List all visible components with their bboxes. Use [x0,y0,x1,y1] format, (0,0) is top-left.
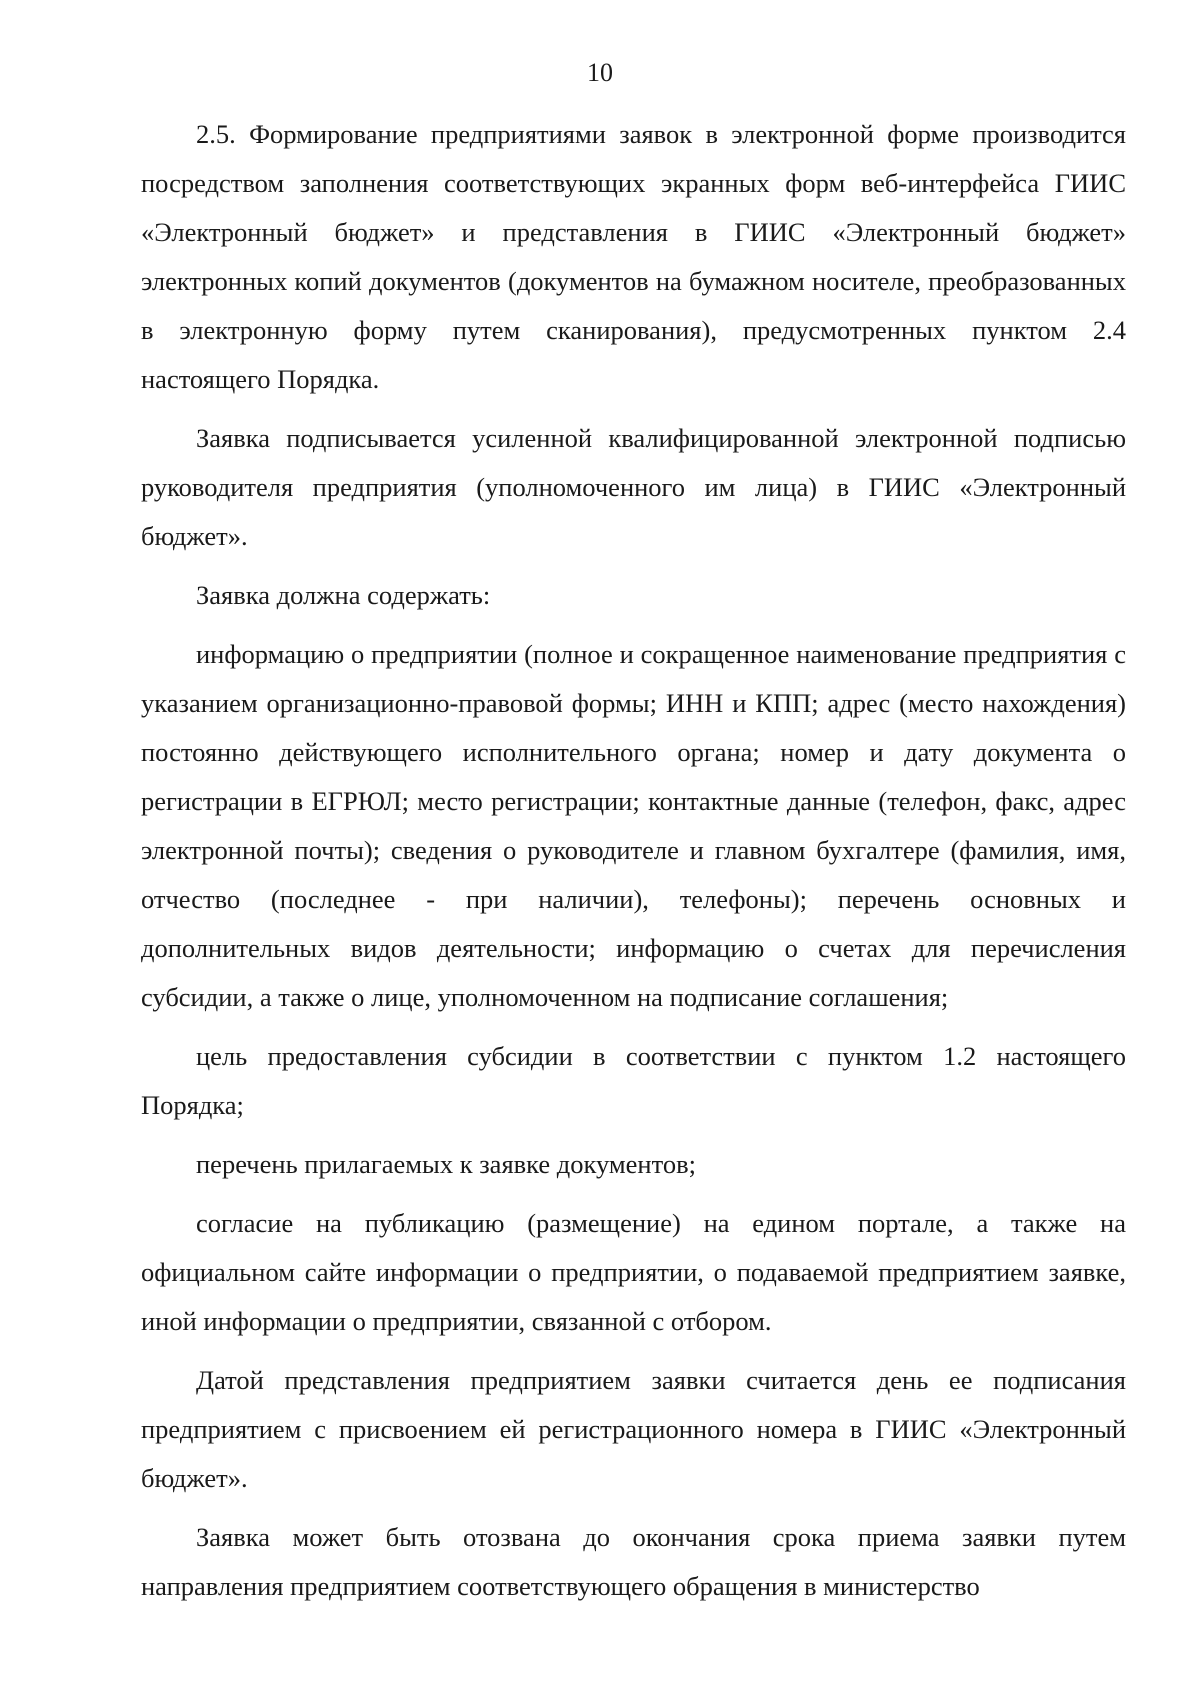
list-item-attached-documents: перечень прилагаемых к заявке документов; [196,1149,696,1179]
list-item-enterprise-information: информацию о предприятии (полное и сокращенное наименование предприятия с указанием организационно-правовой формы; ИНН и КПП; адрес (место нахождения) постоянно действующего исполнительного органа; номер и дату документа о регистрации в ЕГРЮЛ; место регистрации; контактные данные (телефон, факс, адрес электронной почты); сведения о руководителе и главном бухгалтере (фамилия, имя, отчество (последнее - при наличии), телефоны); перечень основных и дополнительных видов деятельности; информацию о счетах для перечисления субсидии, а также о лице, уполномоченном на подписание соглашения; [141,639,1126,1012]
paragraph-2-5-application-forming: 2.5. Формирование предприятиями заявок в электронной форме производится посредством заполнения соответствующих экранных форм веб-интерфейса ГИИС «Электронный бюджет» и представления в ГИИС «Электронный бюджет» электронных копий документов (документов на бумажном носителе, преобразованных в электронную форму путем сканирования), предусмотренных пунктом 2.4 настоящего Порядка. [141,119,1126,394]
document-body [141,110,1126,1611]
page-number: 10 [587,58,613,87]
paragraph-application-signing: Заявка подписывается усиленной квалифицированной электронной подписью руководителя предприятия (уполномоченного им лица) в ГИИС «Электронный бюджет». [141,423,1126,551]
paragraph-submission-date: Датой представления предприятием заявки считается день ее подписания предприятием с присвоением ей регистрационного номера в ГИИС «Электронный бюджет». [141,1365,1126,1493]
list-item-publication-consent: согласие на публикацию (размещение) на едином портале, а также на официальном сайте информации о предприятии, о подаваемой предприятием заявке, иной информации о предприятии, связанной с отбором. [141,1208,1126,1336]
list-item-subsidy-purpose: цель предоставления субсидии в соответствии с пунктом 1.2 настоящего Порядка; [141,1041,1126,1120]
paragraph-application-contents-intro: Заявка должна содержать: [196,580,491,610]
paragraph-application-withdrawal: Заявка может быть отозвана до окончания срока приема заявки путем направления предприятием соответствующего обращения в министерство [141,1522,1126,1601]
